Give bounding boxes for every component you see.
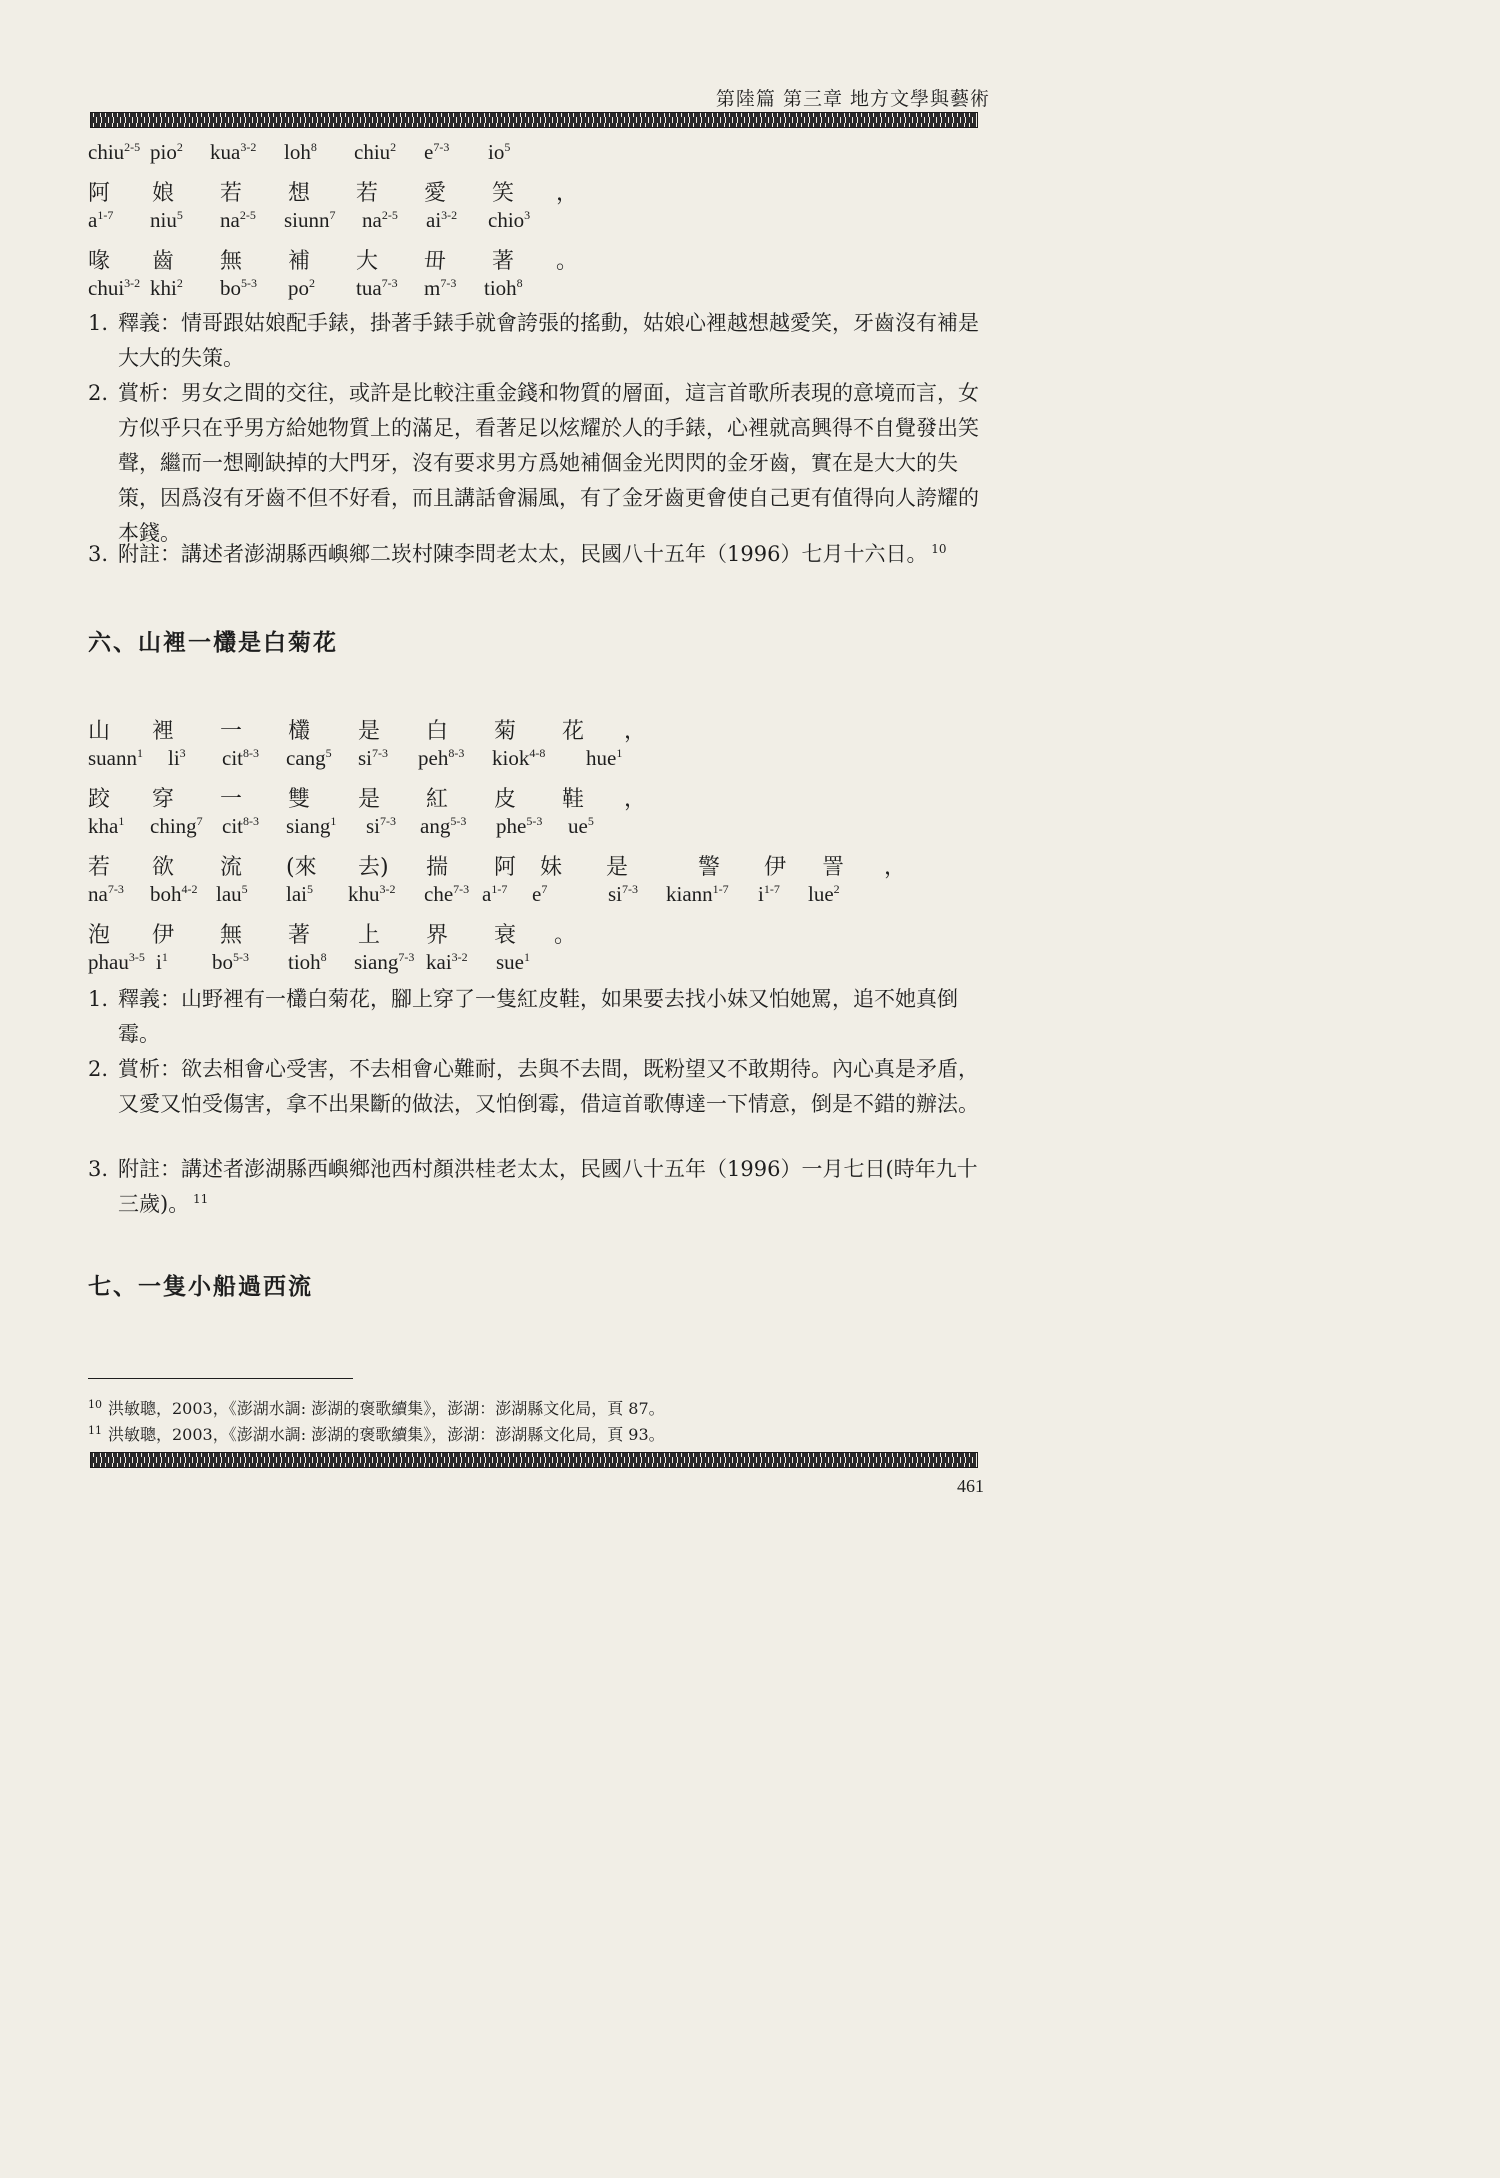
lyric-syllable: sue$^1$ <box>496 950 530 974</box>
tone-number: 5-3 <box>450 814 467 828</box>
lyric-char: 流 <box>220 855 243 880</box>
lyric-char: 是 <box>358 787 381 812</box>
footnote-ref: 10 <box>927 542 947 556</box>
tone-number: 5-3 <box>233 950 249 964</box>
lyric-syllable: phau$^{3-5}$ <box>88 950 145 974</box>
lyric-char: 齒 <box>152 249 175 274</box>
annotation-item <box>88 1052 988 1122</box>
annotation-text: 附註：講述者澎湖縣西嶼鄉二崁村陳李問老太太，民國八十五年（1996）七月十六日。 $^{10}$ <box>118 542 947 566</box>
lyric-syllable: $li^3$ <box>168 746 186 770</box>
lyric-syllable: $e^{7-3}$ <box>424 140 450 164</box>
annotation-text: 賞析：男女之間的交往，或許是比較注重金錢和物質的層面，這言首歌所表現的意境而言，女方似乎只在乎男方給她物質上的滿足，看著足以炫耀於人的手錶，心裡就高興得不自覺發出笑聲，繼而一想剛缺掉的大門牙，沒有要求男方爲她補個金光閃閃的金牙齒，實在是大大的失策，因爲沒有牙齒不但不好看，而且講話會漏風，有了金牙齒更會使自己更有值得向人誇耀的本錢。 <box>118 381 979 545</box>
lyric-syllable: $bo^{5-3}$ <box>220 276 257 300</box>
running-head: 第陸篇 第三章 地方文學與藝術 <box>715 88 990 110</box>
annotation-number: 2. <box>88 1057 109 1081</box>
lyric-syllable: kha$^1$ <box>88 814 125 838</box>
lyric-syllable: ang$^{5-3}$ <box>420 814 467 838</box>
lyric-syllable: kai$^{3-2}$ <box>426 950 468 974</box>
lyric-char: 大 <box>356 249 379 274</box>
tone-number: 5 <box>307 882 313 896</box>
tone-number: 1 <box>330 814 337 828</box>
footnote-item: $^{11}$ 洪敏聰，2003，《澎湖水調: 澎湖的褒歌續集》，澎湖：澎湖縣文化局，頁 93。 <box>88 1423 665 1444</box>
lyric-syllable: $po^2$ <box>288 276 315 300</box>
tone-number: 3-2 <box>441 208 458 222</box>
lyric-syllable: $ai^{3-2}$ <box>426 208 458 232</box>
lyric-syllable: $bo^{5-3}$ <box>212 950 249 974</box>
lyric-line-hanzi <box>88 712 988 744</box>
bottom-meander-border <box>90 1452 978 1468</box>
tone-number: 2-5 <box>381 208 398 222</box>
lyric-line-romanization <box>88 882 988 914</box>
lyric-char: 妹 <box>540 855 563 880</box>
tone-number: 7-3 <box>440 276 457 290</box>
lyric-char: 上 <box>358 923 381 948</box>
lyric-char: 若 <box>220 181 243 206</box>
footnote-number: 11 <box>88 1423 102 1437</box>
lyric-char: 白 <box>426 719 449 744</box>
lyric-syllable: ching$^7$ <box>150 814 203 838</box>
lyric-syllable: cit$^{8-3}$ <box>222 746 259 770</box>
lyric-char: 去) <box>358 855 389 880</box>
lyric-syllable: cang$^5$ <box>286 746 332 770</box>
lyric-syllable: $io^5$ <box>488 140 511 164</box>
lyric-char: 是 <box>606 855 629 880</box>
lyric-line-romanization <box>88 814 988 846</box>
annotation-item <box>88 1152 988 1222</box>
lyric-char: 若 <box>356 181 379 206</box>
lyric-syllable: $na^{2-5}$ <box>220 208 256 232</box>
annotation-text: 釋義：山野裡有一欉白菊花，腳上穿了一隻紅皮鞋，如果要去找小妹又怕她罵，追不她真倒霉。 <box>118 987 958 1046</box>
lyric-syllable: $e^7$ <box>532 882 548 906</box>
lyric-syllable: $a^{1-7}$ <box>482 882 508 906</box>
tone-number: 2 <box>390 140 397 154</box>
tone-number: 3-2 <box>451 950 468 964</box>
annotation-item <box>88 306 988 376</box>
lyric-char: 欲 <box>152 855 175 880</box>
tone-number: 3-5 <box>128 950 145 964</box>
annotation-text: 附註：講述者澎湖縣西嶼鄉池西村顏洪桂老太太，民國八十五年（1996）一月七日(時年九十三歲)。 $^{11}$ <box>118 1157 978 1216</box>
lyric-char: 無 <box>220 923 243 948</box>
lyric-syllable: $na^{7-3}$ <box>88 882 124 906</box>
tone-number: 8 <box>516 276 523 290</box>
lyric-char: 伊 <box>152 923 175 948</box>
lyric-char: 詈 <box>822 855 845 880</box>
lyric-line-romanization <box>88 276 988 308</box>
lyric-syllable: chiu$^{2-5}$ <box>88 140 141 164</box>
section-heading-6: 六、山裡一欉是白菊花 <box>88 629 338 656</box>
lyric-syllable: $si^{7-3}$ <box>608 882 639 906</box>
lyric-syllable: che$^{7-3}$ <box>424 882 470 906</box>
lyric-syllable: chui$^{3-2}$ <box>88 276 141 300</box>
tone-number: 1 <box>118 814 125 828</box>
annotation-number: 2. <box>88 381 109 405</box>
annotation-item <box>88 982 988 1052</box>
tone-number: 7-3 <box>453 882 470 896</box>
lyric-syllable: tua$^{7-3}$ <box>356 276 398 300</box>
section-heading-7: 七、一隻小船過西流 <box>88 1273 313 1300</box>
tone-number: 3 <box>179 746 186 760</box>
lyric-syllable: lai$^5$ <box>286 882 313 906</box>
lyric-char: 穿 <box>152 787 175 812</box>
lyric-syllable: $m^{7-3}$ <box>424 276 457 300</box>
lyric-syllable: siunn$^7$ <box>284 208 336 232</box>
lyric-syllable: lue$^2$ <box>808 882 840 906</box>
footnote-number: 10 <box>88 1397 102 1411</box>
tone-number: 8 <box>310 140 317 154</box>
lyric-syllable: kiann$^{1-7}$ <box>666 882 729 906</box>
lyric-char: 紅 <box>426 787 449 812</box>
lyric-char: (來 <box>286 855 317 880</box>
annotation-item <box>88 376 988 551</box>
tone-number: 1 <box>524 950 530 964</box>
lyric-syllable: loh$^8$ <box>284 140 317 164</box>
tone-number: 5 <box>176 208 183 222</box>
lyric-char: 無 <box>220 249 243 274</box>
footnote-rule <box>88 1378 353 1379</box>
lyric-syllable: siang$^1$ <box>286 814 337 838</box>
lyric-syllable: lau$^5$ <box>216 882 248 906</box>
lyric-char: 鞋 <box>562 787 585 812</box>
lyric-syllable: peh$^{8-3}$ <box>418 746 465 770</box>
tone-number: 2-5 <box>124 140 141 154</box>
tone-number: 1-7 <box>712 882 729 896</box>
lyric-syllable: tioh$^8$ <box>484 276 523 300</box>
tone-number: 1-7 <box>97 208 114 222</box>
lyric-syllable: hue$^1$ <box>586 746 623 770</box>
annotation-number: 1. <box>88 311 109 335</box>
lyric-char: 皮 <box>494 787 517 812</box>
tone-number: 3-2 <box>379 882 396 896</box>
lyric-char: ， <box>884 855 907 880</box>
annotation-text: 釋義：情哥跟姑娘配手錶，掛著手錶手就會誇張的搖動，姑娘心裡越想越愛笑，牙齒沒有補是大大的失策。 <box>118 311 979 370</box>
lyric-char: 著 <box>492 249 515 274</box>
lyric-char: ， <box>624 787 647 812</box>
tone-number: 7-3 <box>381 276 398 290</box>
footnote-ref: 11 <box>189 1192 209 1206</box>
lyric-char: 毌 <box>424 249 447 274</box>
lyric-char: 笑 <box>492 181 515 206</box>
lyric-char: 雙 <box>288 787 311 812</box>
lyric-char: 菊 <box>494 719 517 744</box>
tone-number: 1-7 <box>763 882 780 896</box>
lyric-syllable: khi$^2$ <box>150 276 183 300</box>
lyric-char: 一 <box>220 787 243 812</box>
lyric-char: 山 <box>88 719 111 744</box>
lyric-syllable: suann$^1$ <box>88 746 143 770</box>
lyric-line-romanization <box>88 950 988 982</box>
lyric-char: 界 <box>426 923 449 948</box>
lyric-syllable: siang$^{7-3}$ <box>354 950 415 974</box>
annotation-item <box>88 537 988 572</box>
tone-number: 7 <box>196 814 203 828</box>
lyric-syllable: cit$^{8-3}$ <box>222 814 259 838</box>
lyric-char: 跤 <box>88 787 111 812</box>
tone-number: 5 <box>504 140 511 154</box>
lyric-char: 喙 <box>88 249 111 274</box>
tone-number: 2 <box>833 882 840 896</box>
lyric-char: 是 <box>358 719 381 744</box>
tone-number: 3-2 <box>240 140 257 154</box>
lyric-syllable: $si^{7-3}$ <box>358 746 389 770</box>
tone-number: 2 <box>176 276 183 290</box>
lyric-char: ， <box>624 719 647 744</box>
lyric-line-romanization <box>88 746 988 778</box>
lyric-char: 泡 <box>88 923 111 948</box>
tone-number: 1 <box>137 746 143 760</box>
tone-number: 4-8 <box>529 746 546 760</box>
tone-number: 5 <box>325 746 332 760</box>
tone-number: 7-3 <box>433 140 450 154</box>
page-number: 461 <box>957 1476 984 1496</box>
lyric-char: 阿 <box>88 181 111 206</box>
lyric-syllable: $i^1$ <box>156 950 168 974</box>
lyric-char: 。 <box>554 923 577 948</box>
lyric-char: 娘 <box>152 181 175 206</box>
lyric-char: ， <box>556 181 579 206</box>
lyric-char: 警 <box>698 855 721 880</box>
tone-number: 8-3 <box>243 746 259 760</box>
lyric-char: 伊 <box>764 855 787 880</box>
lyric-syllable: boh$^{4-2}$ <box>150 882 198 906</box>
lyric-char: 愛 <box>424 181 447 206</box>
tone-number: 4-2 <box>181 882 198 896</box>
lyric-char: 裡 <box>152 719 175 744</box>
tone-number: 5-3 <box>241 276 257 290</box>
tone-number: 7-3 <box>372 746 389 760</box>
tone-number: 8-3 <box>243 814 259 828</box>
annotation-number: 1. <box>88 987 109 1011</box>
tone-number: 7-3 <box>107 882 124 896</box>
lyric-char: 花 <box>562 719 585 744</box>
lyric-line-hanzi <box>88 242 988 274</box>
lyric-char: 衰 <box>494 923 517 948</box>
lyric-syllable: $ue^5$ <box>568 814 594 838</box>
annotation-number: 3. <box>88 542 109 566</box>
lyric-line-hanzi <box>88 916 988 948</box>
lyric-line-romanization <box>88 208 988 240</box>
lyric-syllable: chiu$^2$ <box>354 140 397 164</box>
tone-number: 1 <box>616 746 623 760</box>
tone-number: 7 <box>541 882 548 896</box>
lyric-char: 揣 <box>426 855 449 880</box>
lyric-syllable: pio$^2$ <box>150 140 183 164</box>
lyric-syllable: $na^{2-5}$ <box>362 208 398 232</box>
lyric-syllable: kiok$^{4-8}$ <box>492 746 546 770</box>
lyric-syllable: chio$^3$ <box>488 208 531 232</box>
tone-number: 1 <box>161 950 168 964</box>
lyric-syllable: $si^{7-3}$ <box>366 814 397 838</box>
tone-number: 7-3 <box>380 814 397 828</box>
tone-number: 3 <box>524 208 531 222</box>
tone-number: 5-3 <box>526 814 543 828</box>
tone-number: 7-3 <box>398 950 415 964</box>
tone-number: 8-3 <box>448 746 465 760</box>
lyric-syllable: kua$^{3-2}$ <box>210 140 257 164</box>
tone-number: 5 <box>241 882 248 896</box>
top-meander-border <box>90 112 978 128</box>
lyric-syllable: phe$^{5-3}$ <box>496 814 543 838</box>
tone-number: 8 <box>320 950 327 964</box>
lyric-char: 著 <box>288 923 311 948</box>
lyric-syllable: niu$^5$ <box>150 208 183 232</box>
lyric-char: 想 <box>288 181 311 206</box>
lyric-line-hanzi <box>88 780 988 812</box>
lyric-syllable: $i^{1-7}$ <box>758 882 780 906</box>
annotation-text: 賞析：欲去相會心受害，不去相會心難耐，去與不去間，既粉望又不敢期待。內心真是矛盾，又愛又怕受傷害，拿不出果斷的做法，又怕倒霉，借這首歌傳達一下情意，倒是不錯的辦法。 <box>118 1057 979 1116</box>
tone-number: 5 <box>587 814 594 828</box>
lyric-line-romanization <box>88 140 988 172</box>
lyric-char: 補 <box>288 249 311 274</box>
lyric-char: 阿 <box>494 855 517 880</box>
tone-number: 7 <box>329 208 336 222</box>
lyric-syllable: $a^{1-7}$ <box>88 208 114 232</box>
tone-number: 2 <box>309 276 315 290</box>
lyric-syllable: khu$^{3-2}$ <box>348 882 396 906</box>
tone-number: 3-2 <box>124 276 141 290</box>
lyric-line-hanzi <box>88 848 988 880</box>
tone-number: 2 <box>176 140 183 154</box>
lyric-line-hanzi <box>88 174 988 206</box>
tone-number: 2-5 <box>239 208 256 222</box>
annotation-number: 3. <box>88 1157 109 1181</box>
tone-number: 7-3 <box>622 882 639 896</box>
tone-number: 1-7 <box>491 882 508 896</box>
lyric-char: 若 <box>88 855 111 880</box>
lyric-syllable: tioh$^8$ <box>288 950 327 974</box>
lyric-char: 欉 <box>288 719 311 744</box>
footnote-item: $^{10}$ 洪敏聰，2003，《澎湖水調: 澎湖的褒歌續集》，澎湖：澎湖縣文化局，頁 87。 <box>88 1397 665 1418</box>
lyric-char: 一 <box>220 719 243 744</box>
lyric-char: 。 <box>556 249 579 274</box>
